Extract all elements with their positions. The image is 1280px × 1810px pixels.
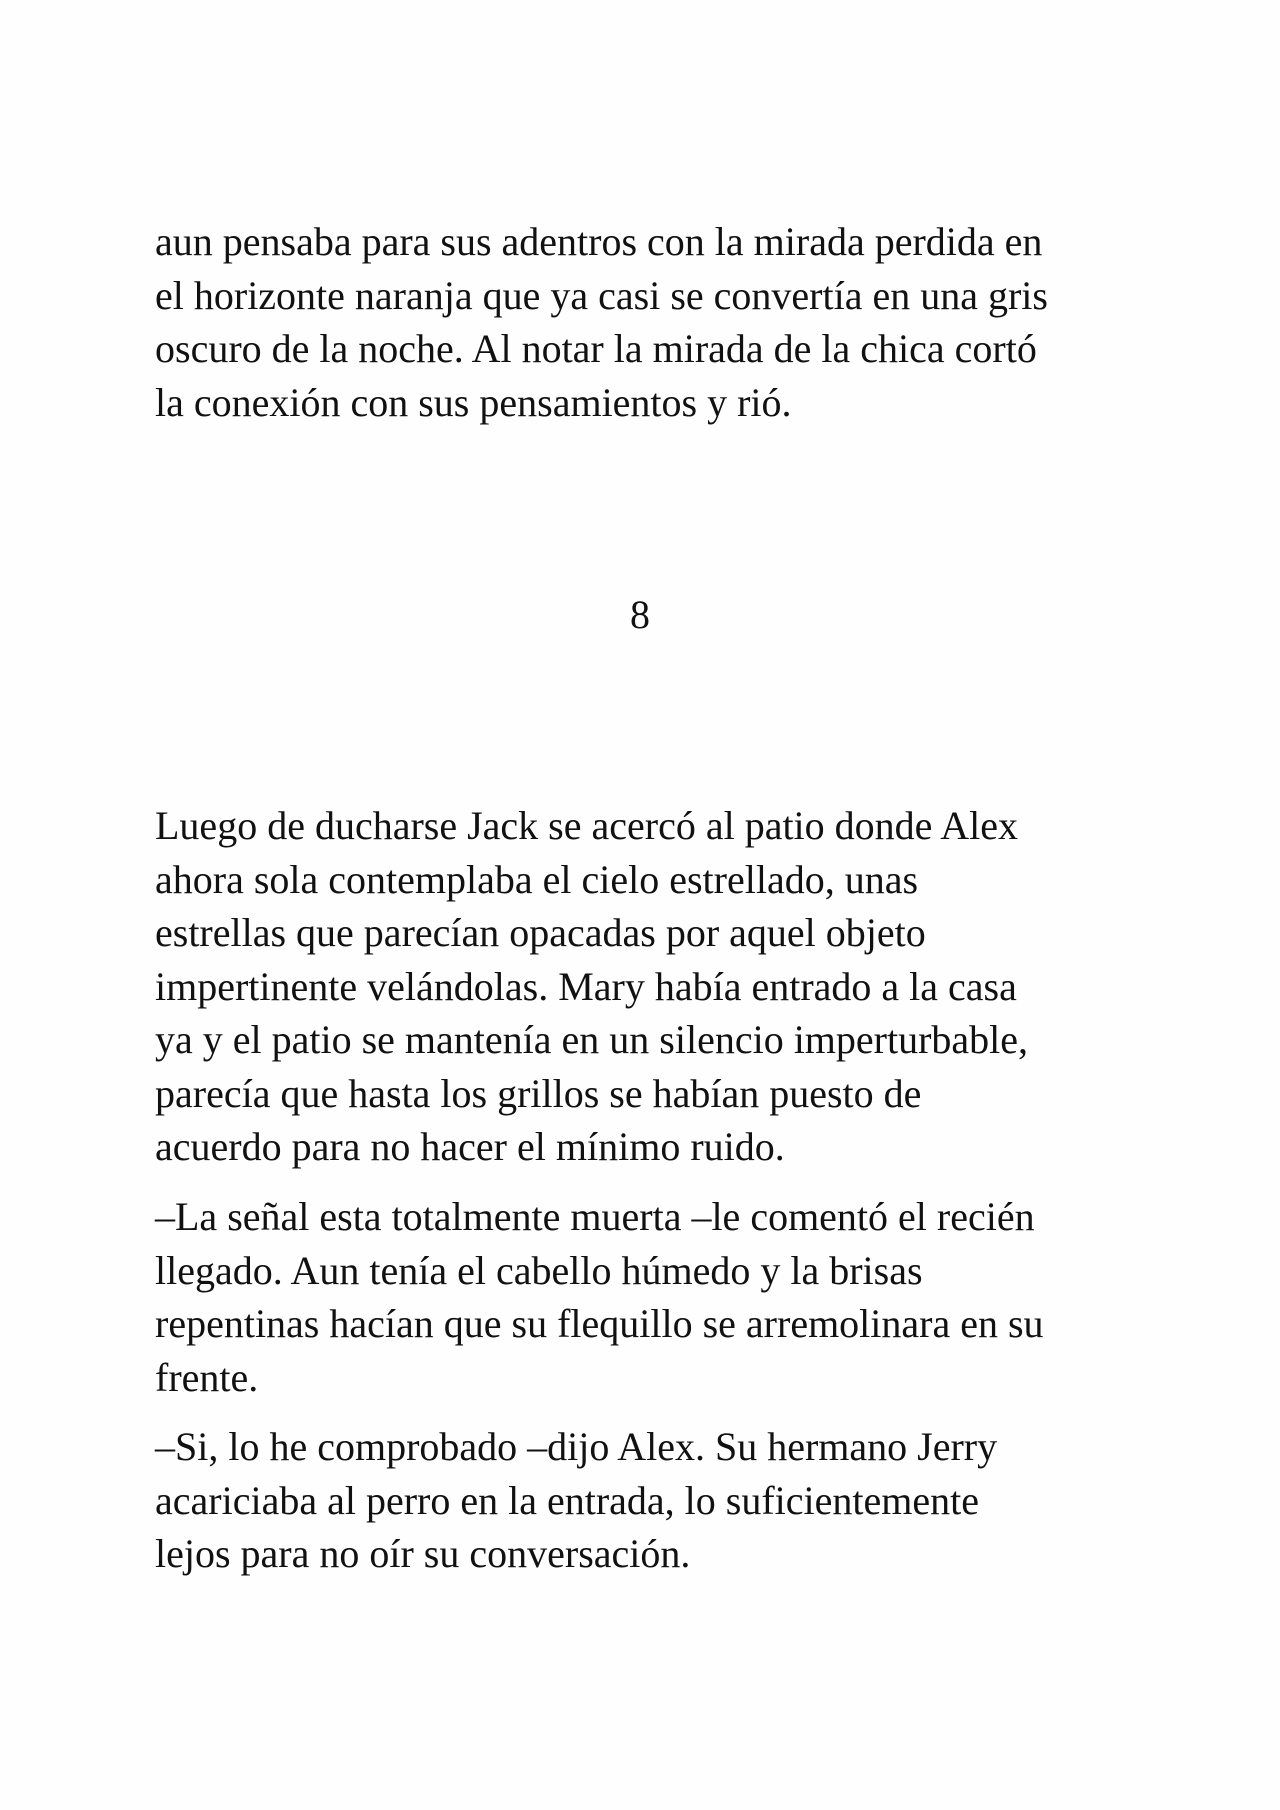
text-line: frente. xyxy=(155,1354,259,1400)
text-line: oscuro de la noche. Al notar la mirada de la chica cortó xyxy=(155,326,1037,371)
text-line: la conexión con sus pensamientos y rió. xyxy=(155,379,792,425)
text-line: acuerdo para no hacer el mínimo ruido. xyxy=(155,1124,785,1169)
text-line: ya y el patio se mantenía en un silencio imperturbable, xyxy=(155,1017,1029,1062)
text-line: ahora sola contemplaba el cielo estrellado, unas xyxy=(155,856,919,902)
text-line: –Si, lo he comprobado –dijo Alex. Su hermano Jerry xyxy=(155,1424,998,1469)
text-line: repentinas hacían que su flequillo se arremolinara en su xyxy=(155,1301,1044,1346)
text-line: estrellas que parecían opacadas por aquel objeto xyxy=(155,910,926,955)
text-line: llegado. Aun tenía el cabello húmedo y la brisas xyxy=(155,1247,923,1293)
dialogue-paragraph xyxy=(155,1190,1145,1404)
chapter-number: 8 xyxy=(630,592,650,637)
text-line: parecía que hasta los grillos se habían puesto de xyxy=(155,1070,922,1116)
text-line: el horizonte naranja que ya casi se convertía en una gris xyxy=(155,272,1048,318)
paragraph xyxy=(155,799,1145,1174)
text-line: impertinente velándolas. Mary había entrado a la casa xyxy=(155,963,1017,1009)
dialogue-paragraph xyxy=(155,1420,1145,1581)
text-line: Luego de ducharse Jack se acercó al patio donde Alex xyxy=(155,803,1018,848)
text-line: aun pensaba para sus adentros con la mirada perdida en xyxy=(155,219,1043,264)
text-line: –La señal esta totalmente muerta –le comentó el recién xyxy=(155,1194,1035,1239)
text-line: lejos para no oír su conversación. xyxy=(155,1531,691,1576)
text-line: acariciaba al perro en la entrada, lo suficientemente xyxy=(155,1477,979,1523)
paragraph-continued xyxy=(155,215,1145,429)
